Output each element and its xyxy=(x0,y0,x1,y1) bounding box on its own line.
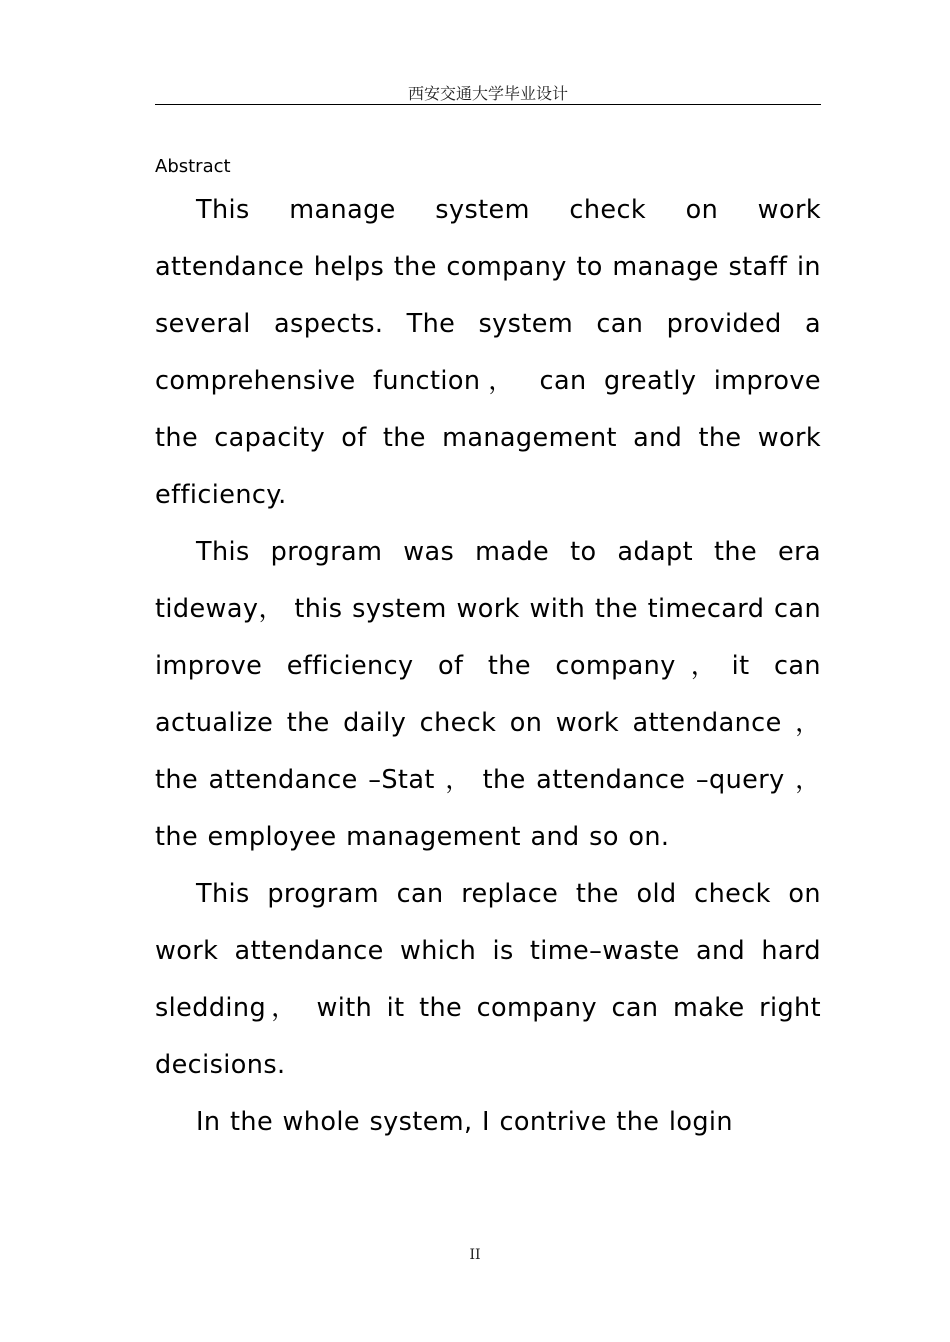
abstract-body xyxy=(155,182,821,1151)
paragraph-4: In the whole system, I contrive the login xyxy=(196,1107,733,1137)
paragraph-1: This manage system check on work attendance helps the company to manage staff in several aspects. The system can provided a comprehensive function， can greatly improve the capacity of the management and the work efficiency. xyxy=(155,195,821,510)
paragraph-3: This program can replace the old check on work attendance which is time–waste and hard sledding， with it the company can make right decisions. xyxy=(155,879,821,1080)
header-divider xyxy=(155,104,821,105)
paragraph-2: This program was made to adapt the era tideway， this system work with the timecard can improve efficiency of the company，it can actualize the daily check on work attendance ， the attendance –Stat ， the attendance –query ， the employee management and so on. xyxy=(155,537,821,852)
section-heading: Abstract xyxy=(155,156,231,177)
page-header-title: 西安交通大学毕业设计 xyxy=(407,84,568,103)
page-number: II xyxy=(469,1247,481,1263)
